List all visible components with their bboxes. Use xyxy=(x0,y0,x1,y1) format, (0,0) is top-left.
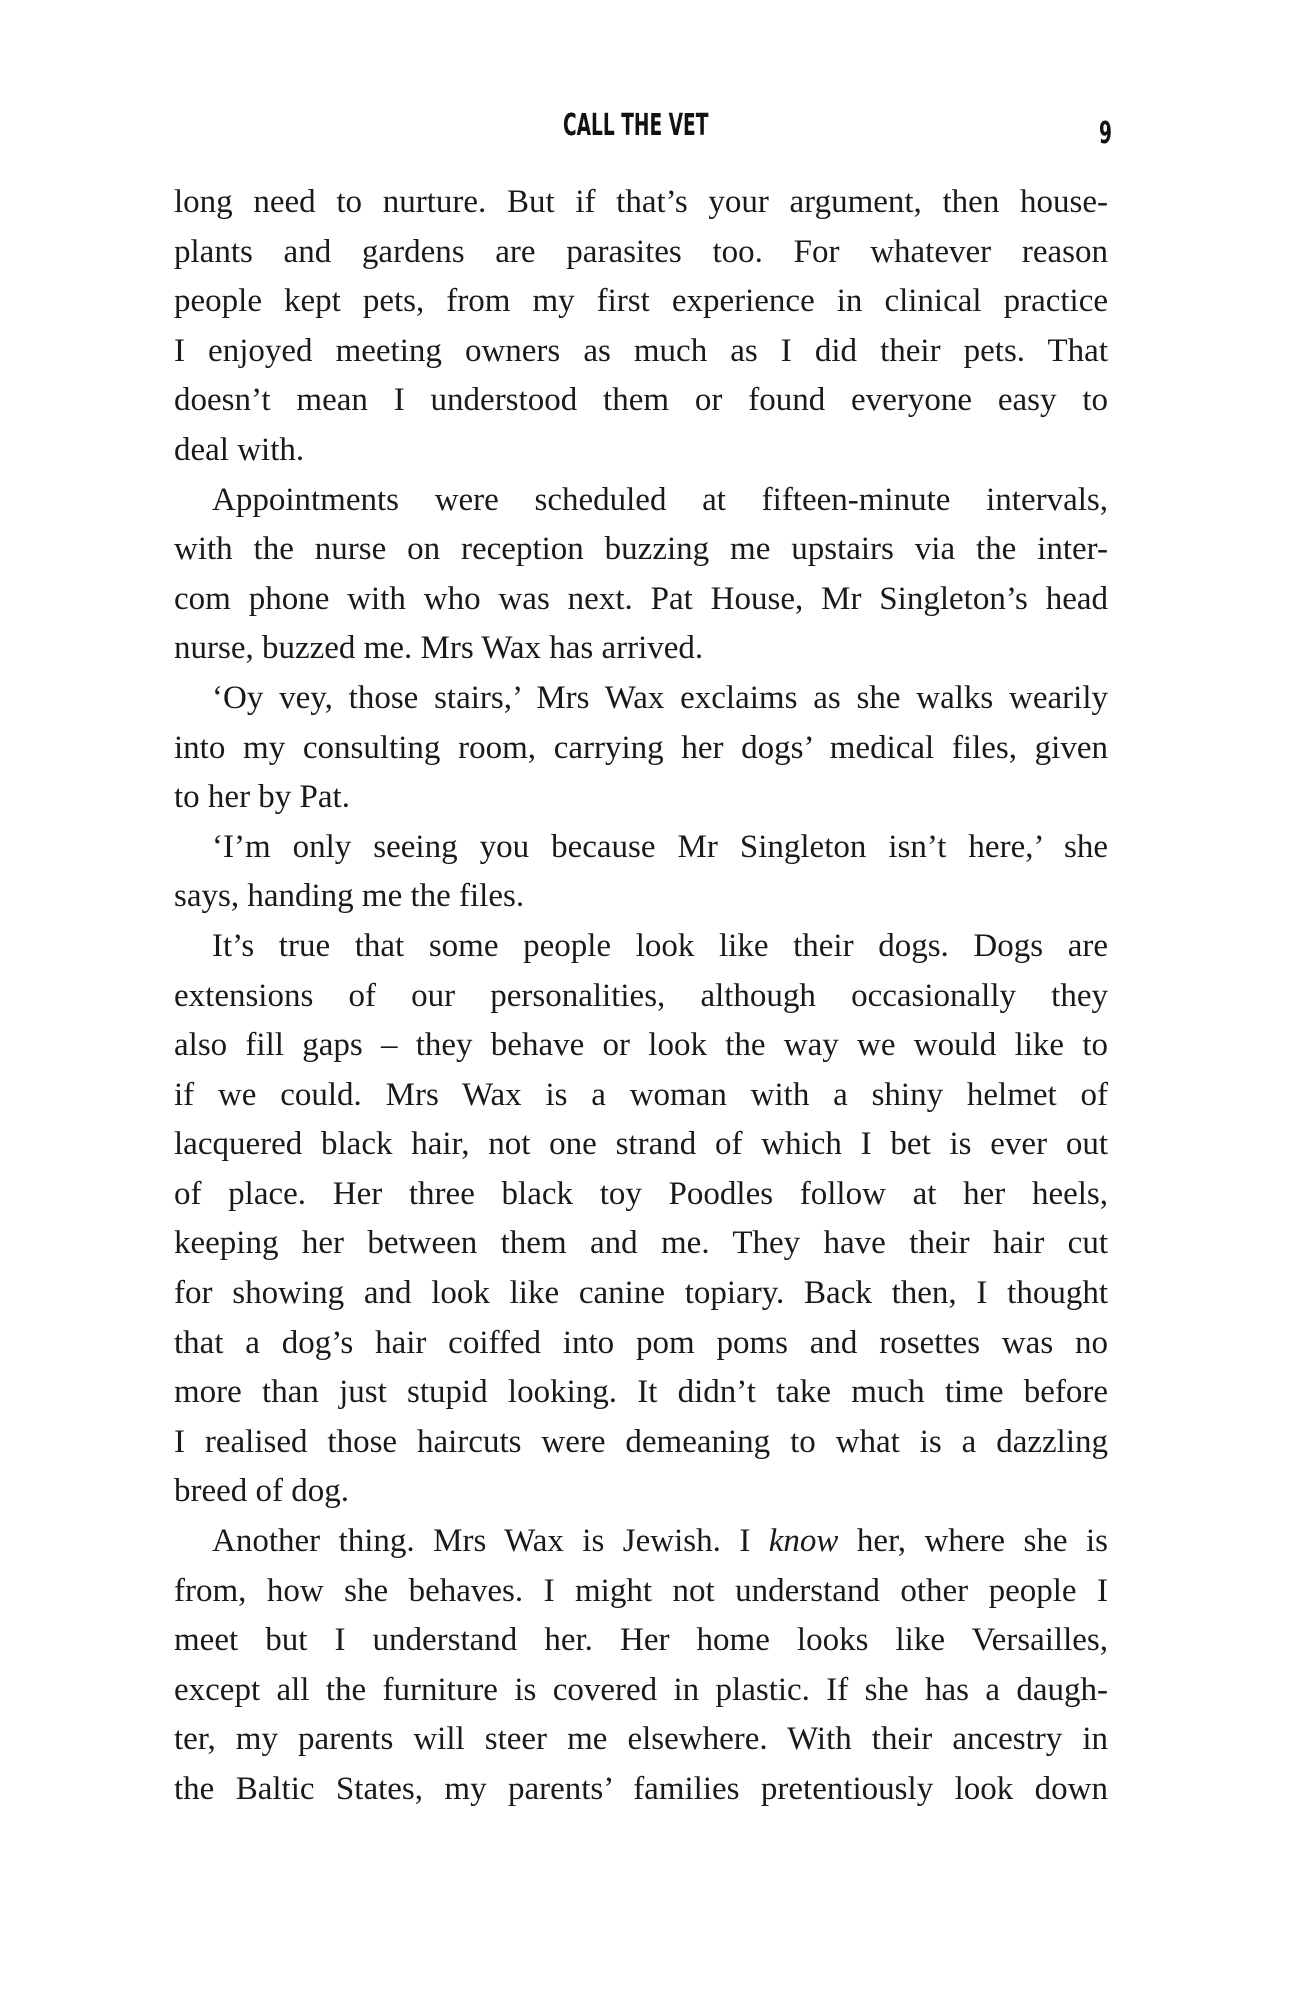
paragraph xyxy=(174,476,1108,674)
page-number: 9 xyxy=(1099,116,1112,151)
text-line: from, how she behaves. I might not understand other people I xyxy=(174,1572,1108,1609)
text-line: I enjoyed meeting owners as much as I did their pets. That xyxy=(174,332,1108,369)
paragraph xyxy=(174,1517,1108,1815)
body-text xyxy=(174,178,1108,1815)
text-line: of place. Her three black toy Poodles follow at her heels, xyxy=(174,1175,1108,1212)
paragraph xyxy=(174,178,1108,476)
text-line: It’s true that some people look like their dogs. Dogs are xyxy=(212,927,1108,964)
text-run: her, where she is xyxy=(838,1523,1108,1560)
text-line: com phone with who was next. Pat House, Mr Singleton’s head xyxy=(174,580,1108,617)
text-line: more than just stupid looking. It didn’t take much time before xyxy=(174,1374,1108,1411)
paragraph xyxy=(174,922,1108,1517)
text-line: with the nurse on reception buzzing me upstairs via the inter- xyxy=(174,531,1108,568)
text-run: Another thing. Mrs Wax is Jewish. I xyxy=(212,1523,769,1560)
text-line: deal with. xyxy=(174,431,305,468)
text-line: nurse, buzzed me. Mrs Wax has arrived. xyxy=(174,630,704,667)
text-line: ter, my parents will steer me elsewhere. With their ancestry in xyxy=(174,1721,1108,1758)
text-line: also fill gaps – they behave or look the way we would like to xyxy=(174,1027,1108,1064)
text-line: into my consulting room, carrying her dogs’ medical files, given xyxy=(174,729,1108,766)
text-line: lacquered black hair, not one strand of which I bet is ever out xyxy=(174,1126,1108,1163)
text-line: ‘Oy vey, those stairs,’ Mrs Wax exclaims as she walks wearily xyxy=(212,679,1108,716)
running-head-title: CALL THE VET xyxy=(563,108,709,143)
text-line: the Baltic States, my parents’ families pretentiously look down xyxy=(174,1771,1108,1807)
text-line: extensions of our personalities, although occasionally they xyxy=(174,977,1108,1014)
text-line: long need to nurture. But if that’s your argument, then house- xyxy=(174,184,1108,220)
text-line: says, handing me the files. xyxy=(174,878,525,915)
text-line xyxy=(174,1517,1108,1567)
text-line: keeping her between them and me. They have their hair cut xyxy=(174,1225,1108,1262)
text-line: to her by Pat. xyxy=(174,779,350,816)
text-line: for showing and look like canine topiary. Back then, I thought xyxy=(174,1275,1108,1312)
text-line: except all the furniture is covered in plastic. If she has a daugh- xyxy=(174,1671,1108,1708)
text-line: I realised those haircuts were demeaning to what is a dazzling xyxy=(174,1423,1108,1460)
text-line: meet but I understand her. Her home looks like Versailles, xyxy=(174,1622,1108,1659)
text-line: Appointments were scheduled at fifteen-minute intervals, xyxy=(212,481,1108,518)
italic-emphasis: know xyxy=(768,1523,839,1560)
text-line: ‘I’m only seeing you because Mr Singleton isn’t here,’ she xyxy=(212,828,1108,865)
text-line: plants and gardens are parasites too. For whatever reason xyxy=(174,233,1108,270)
paragraph xyxy=(174,674,1108,823)
text-line: breed of dog. xyxy=(174,1473,350,1510)
text-line: doesn’t mean I understood them or found everyone easy to xyxy=(174,382,1108,419)
text-line: that a dog’s hair coiffed into pom poms and rosettes was no xyxy=(174,1324,1108,1361)
text-line: people kept pets, from my first experience in clinical practice xyxy=(174,283,1108,320)
paragraph xyxy=(174,823,1108,922)
text-line: if we could. Mrs Wax is a woman with a shiny helmet of xyxy=(174,1076,1108,1113)
